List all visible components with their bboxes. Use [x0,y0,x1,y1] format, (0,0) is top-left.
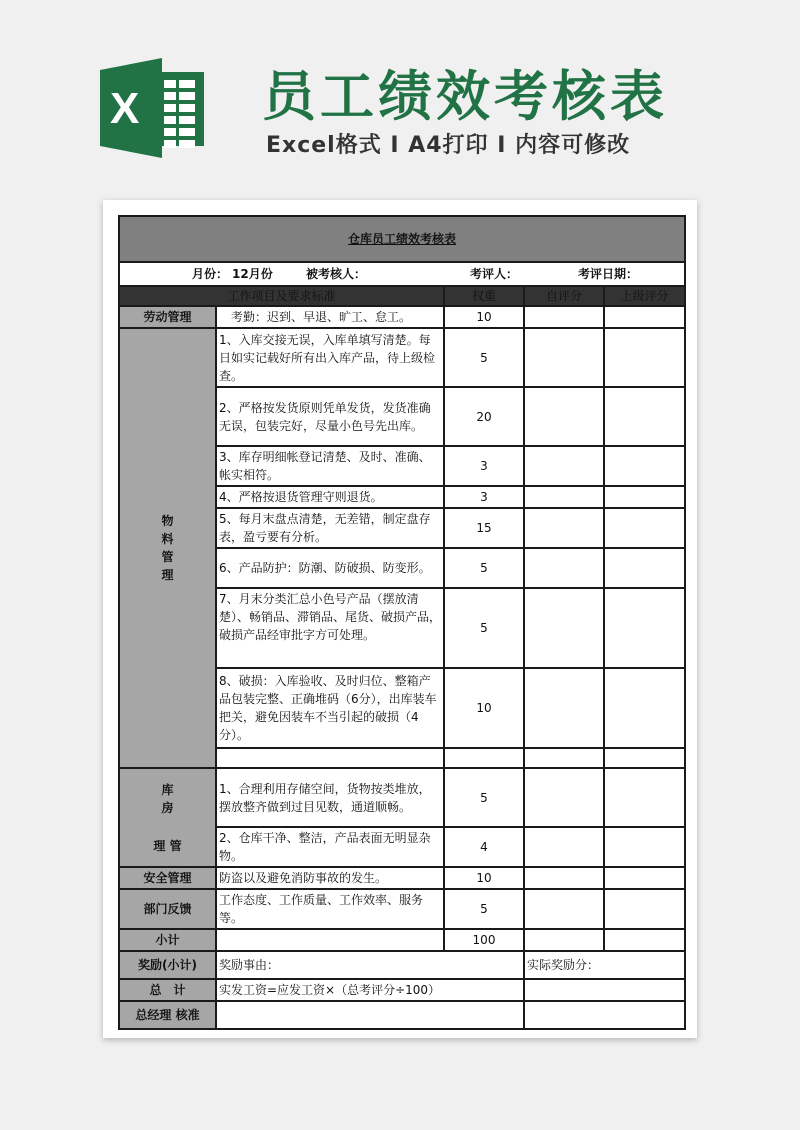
self-score-cell[interactable] [524,827,604,867]
reward-reason[interactable]: 奖励事由： [216,951,524,979]
self-score-cell[interactable] [524,768,604,827]
month-value[interactable]: 12月份 [232,267,273,281]
table-row [119,306,685,328]
total-value-cell[interactable] [524,979,685,1001]
item-text: 防盗以及避免消防事故的发生。 [216,867,444,889]
item-text: 6、产品防护：防潮、防破损、防变形。 [216,548,444,588]
subtotal-label: 小计 [119,929,216,951]
assessee-label: 被考核人： [306,267,367,281]
category-warehouse: 库 房 理 管 [119,768,216,867]
superior-score-cell[interactable] [604,867,685,889]
month-label: 月份： [191,267,228,281]
item-weight: 20 [444,387,524,446]
superior-score-cell[interactable] [604,827,685,867]
self-score-cell[interactable] [524,306,604,328]
table-row [119,768,685,827]
superior-score-cell[interactable] [604,548,685,588]
item-text: 8、破损：入库验收、及时归位、整箱产品包装完整、正确堆码（6分），出库装车把关，避免因装车不当引起的破损（4分）。 [216,668,444,748]
item-weight[interactable] [444,748,524,768]
item-weight: 4 [444,827,524,867]
self-score-cell[interactable] [524,508,604,548]
item-text: 4、严格按退货管理守则退货。 [216,486,444,508]
item-weight: 5 [444,548,524,588]
item-weight: 3 [444,486,524,508]
self-score-cell[interactable] [524,867,604,889]
approval-extra-cell[interactable] [524,1001,685,1029]
total-row [119,979,685,1001]
category-feedback: 部门反馈 [119,889,216,929]
header-item: 工作项目及要求标准 [119,286,444,306]
self-score-cell[interactable] [524,668,604,748]
superior-score-cell[interactable] [604,748,685,768]
spreadsheet-grid-icon [158,72,204,146]
banner [0,0,800,195]
item-weight: 15 [444,508,524,548]
header-superior-score: 上级评分 [604,286,685,306]
superior-score-cell[interactable] [604,387,685,446]
subtotal-weight: 100 [444,929,524,951]
header-weight: 权重 [444,286,524,306]
table-row [119,328,685,387]
item-weight: 5 [444,588,524,668]
actual-reward-score[interactable]: 实际奖励分： [524,951,685,979]
item-text: 2、严格按发货原则凭单发货，发货准确无误，包装完好，尽量小色号先出库。 [216,387,444,446]
category-safety: 安全管理 [119,867,216,889]
superior-score-cell[interactable] [604,328,685,387]
superior-score-cell[interactable] [604,486,685,508]
category-labor: 劳动管理 [119,306,216,328]
header-row [119,286,685,306]
sheet-paper [103,200,697,1038]
subtotal-superior-score[interactable] [604,929,685,951]
self-score-cell[interactable] [524,748,604,768]
self-score-cell[interactable] [524,387,604,446]
banner-subtitle: Excel格式 I A4打印 I 内容可修改 [266,133,631,158]
excel-icon [100,58,208,158]
item-text: 5、每月末盘点清楚，无差错，制定盘存表，盈亏要有分析。 [216,508,444,548]
item-weight: 5 [444,328,524,387]
total-label: 总 计 [119,979,216,1001]
table-row [119,889,685,929]
self-score-cell[interactable] [524,548,604,588]
subtotal-self-score[interactable] [524,929,604,951]
superior-score-cell[interactable] [604,668,685,748]
item-weight: 5 [444,768,524,827]
date-label: 考评日期： [578,267,639,281]
item-text: 考勤：迟到、早退、旷工、怠工。 [216,306,444,328]
superior-score-cell[interactable] [604,446,685,486]
reward-row [119,951,685,979]
item-weight: 3 [444,446,524,486]
item-text: 1、入库交接无误，入库单填写清楚。每日如实记载好所有出入库产品，待上级检查。 [216,328,444,387]
item-text: 工作态度、工作质量、工作效率、服务等。 [216,889,444,929]
approval-label: 总经理 核准 [119,1001,216,1029]
item-weight: 10 [444,668,524,748]
category-material: 物 料 管 理 [119,328,216,768]
item-text: 7、月末分类汇总小色号产品（摆放清楚）、畅销品、滞销品、尾货、破损产品，破损产品经审批字方可处理。 [216,588,444,668]
sheet-title: 仓库员工绩效考核表 [119,216,685,262]
self-score-cell[interactable] [524,486,604,508]
banner-title: 员工绩效考核表 [262,65,668,128]
item-text: 1、合理利用存储空间，货物按类堆放，摆放整齐做到过目见数，通道顺畅。 [216,768,444,827]
header-self-score: 自评分 [524,286,604,306]
approval-row [119,1001,685,1029]
superior-score-cell[interactable] [604,306,685,328]
self-score-cell[interactable] [524,588,604,668]
table-row [119,867,685,889]
approval-signature-cell[interactable] [216,1001,524,1029]
item-text[interactable] [216,748,444,768]
item-weight: 10 [444,867,524,889]
superior-score-cell[interactable] [604,768,685,827]
item-text: 2、仓库干净、整洁，产品表面无明显杂物。 [216,827,444,867]
info-row [119,262,685,286]
item-weight: 5 [444,889,524,929]
subtotal-desc [216,929,444,951]
self-score-cell[interactable] [524,889,604,929]
reward-label: 奖励(小计) [119,951,216,979]
excel-letter: X [110,84,140,133]
self-score-cell[interactable] [524,328,604,387]
superior-score-cell[interactable] [604,508,685,548]
self-score-cell[interactable] [524,446,604,486]
superior-score-cell[interactable] [604,889,685,929]
assessment-table [118,215,686,1030]
assessor-label: 考评人： [469,267,518,281]
item-weight: 10 [444,306,524,328]
subtotal-row [119,929,685,951]
item-text: 3、库存明细帐登记清楚、及时、准确、帐实相符。 [216,446,444,486]
superior-score-cell[interactable] [604,588,685,668]
salary-formula: 实发工资=应发工资×（总考评分÷100） [216,979,524,1001]
